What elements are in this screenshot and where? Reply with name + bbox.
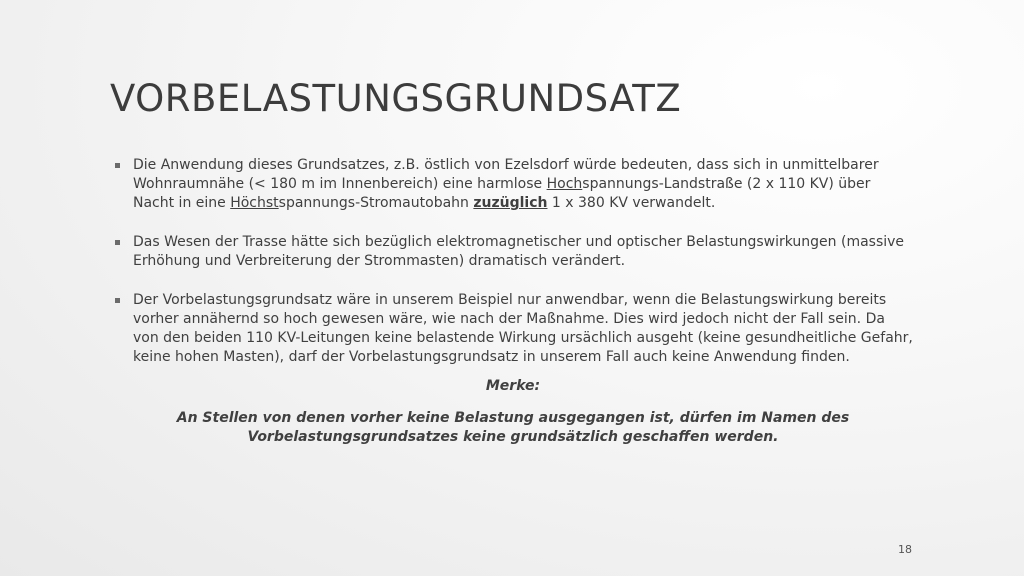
bullet-marker: [115, 163, 120, 168]
underlined-hoch: Hoch: [546, 176, 583, 192]
merke-heading: Merke:: [485, 378, 541, 394]
bullet-item-1: [113, 156, 913, 213]
bullet-marker: [115, 298, 120, 303]
bullet-1-text-part: Die Anwendung dieses Grundsatzes, z.B. östlich von Ezelsdorf würde bedeuten, dass sich in unmittelbarer Wohnraumnähe (< 180 m im Innenbereich) eine harmlose: [133, 157, 879, 192]
emphasis-zuzueglich: zuzüglich: [473, 195, 548, 211]
page-number: 18: [898, 543, 912, 556]
slide-title: VORBELASTUNGSGRUNDSATZ: [110, 77, 682, 120]
merke-text-line-2: Vorbelastungsgrundsatzes keine grundsätzlich geschaffen werden.: [247, 429, 779, 445]
bullet-text-2: Das Wesen der Trasse hätte sich bezüglich elektromagnetischer und optischer Belastungswirkungen (massive Erhöhung und Verbreiterung der Strommasten) dramatisch verändert.: [133, 234, 905, 269]
underlined-hoechst: Höchst: [230, 195, 279, 211]
merke-text-line-1: An Stellen von denen vorher keine Belastung ausgegangen ist, dürfen im Namen des: [176, 410, 850, 426]
bullet-item-3: [113, 291, 913, 367]
bullet-1-text-part: spannungs-Landstraße (2 x 110 KV) über Nacht in eine: [133, 176, 871, 211]
bullet-item-2: [113, 233, 913, 271]
bullet-1-text-part: spannungs-Stromautobahn: [278, 195, 474, 211]
bullet-text-3: Der Vorbelastungsgrundsatz wäre in unserem Beispiel nur anwendbar, wenn die Belastungswirkung bereits vorher annähernd so hoch gewesen wäre, wie nach der Maßnahme. Dies wird jedoch nicht der Fall sein. Da von den beiden 110 KV-Leitungen keine belastende Wirkung ursächlich ausgeht (keine gesundheitliche Gefahr, keine hohen Masten), darf der Vorbelastungsgrundsatz in unserem Fall auch keine Anwendung finden.: [133, 292, 913, 365]
slide-content: [113, 156, 913, 447]
bullet-1-text-part: 1 x 380 KV verwandelt.: [547, 195, 716, 211]
bullet-marker: [115, 240, 120, 245]
bullet-text-1: [133, 156, 913, 213]
